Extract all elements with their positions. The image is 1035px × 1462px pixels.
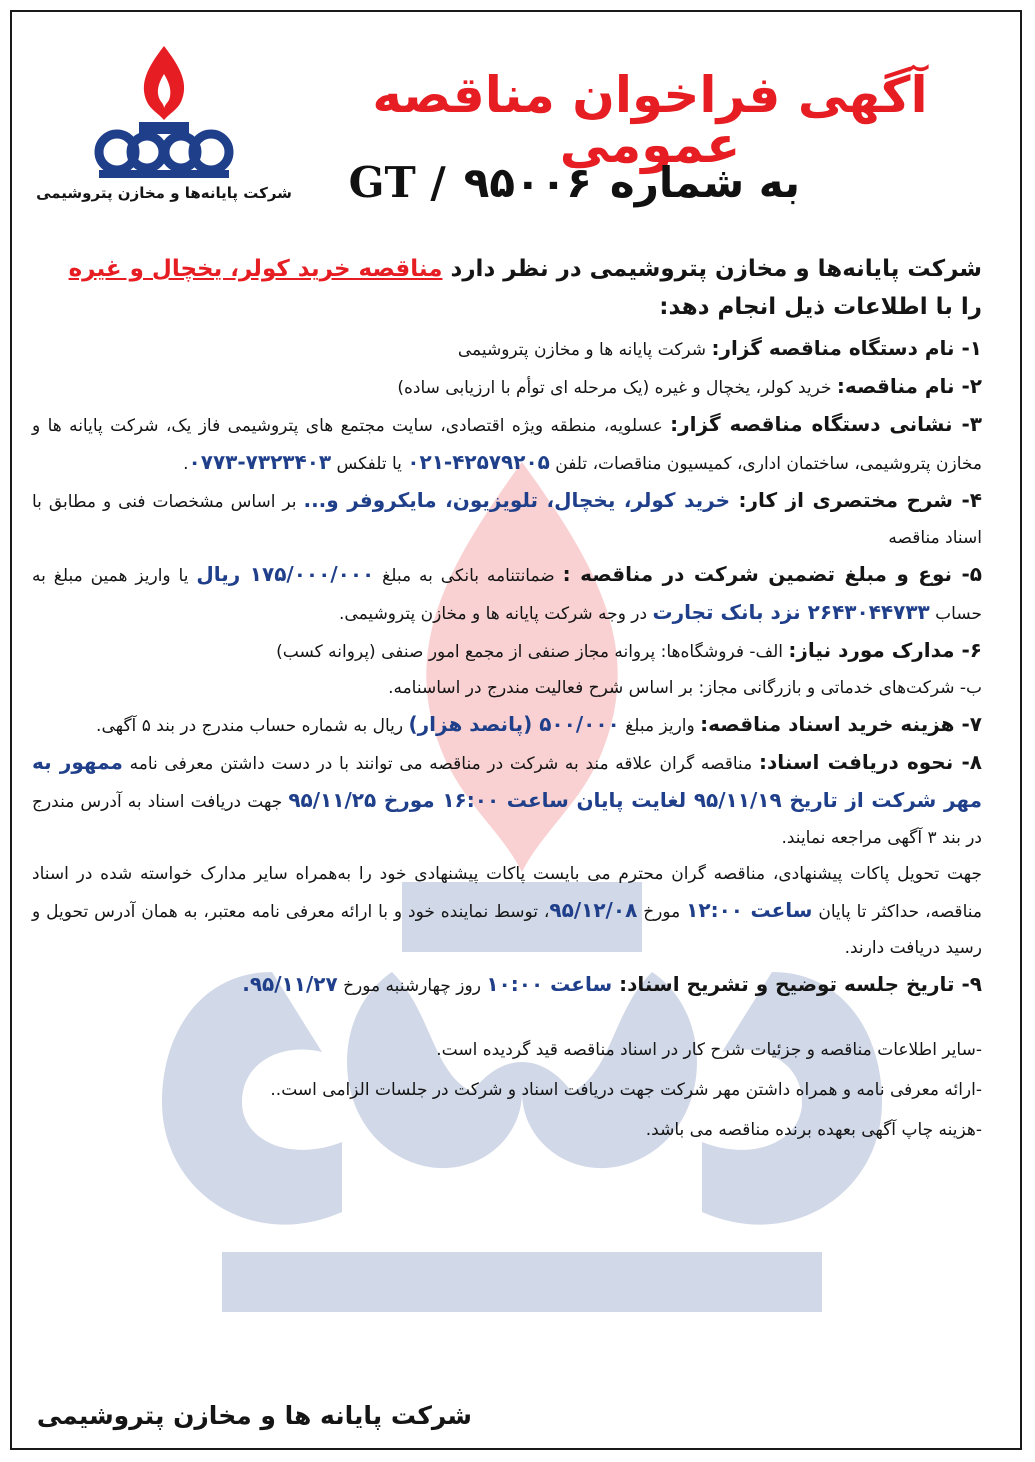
item-3-text: عسلویه، منطقه ویژه اقتصادی، سایت مجتمع های پتروشیمی فاز یک، شرکت پایانه ها و مخازن پتروشیمی، ساختمان اداری، کمیسیون مناقصات، تلفن — [32, 416, 982, 474]
tender-number-suffix: GT / — [348, 158, 446, 207]
item-5-label: ۵- نوع و مبلغ تضمین شرکت در مناقصه : — [562, 562, 983, 586]
company-logo — [34, 40, 294, 202]
tender-number-digits: ۹۵۰۰۶ — [463, 158, 592, 207]
bank-account: ۲۶۴۳۰۴۴۷۳۳ نزد بانک تجارت — [652, 600, 930, 624]
item-7-label: ۷- هزینه خرید اسناد مناقصه: — [700, 712, 982, 736]
delivery-date: ۹۵/۱۲/۰۸ — [549, 898, 638, 922]
phone-number: ۰۲۱-۴۲۵۷۹۲۰۵ — [407, 450, 550, 474]
item-9-text: روز چهارشنبه مورخ — [337, 976, 487, 996]
item-9-label: ۹- تاریخ جلسه توضیح و تشریح اسناد: — [619, 972, 982, 996]
item-4-text: بر اساس مشخصات فنی و مطابق با اسناد مناقصه — [32, 492, 982, 548]
page-title: آگهی فراخوان مناقصه عمومی — [372, 66, 928, 174]
item-9 — [32, 966, 982, 1004]
item-5-text: ضمانتنامه بانکی به مبلغ — [374, 566, 563, 586]
item-3-mid: یا تلفکس — [331, 454, 408, 474]
item-2-label: ۲- نام مناقصه: — [836, 374, 982, 398]
item-4-highlight: خرید کولر، یخچال، تلویزیون، مایکروفر و... — [303, 488, 739, 512]
item-8-end: جهت دریافت اسناد به آدرس مندرج در بند ۳ آگهی مراجعه نمایند. — [32, 792, 982, 848]
item-8-text: مناقصه گران علاقه مند به شرکت در مناقصه می توانند با در دست داشتن معرفی نامه — [122, 754, 759, 774]
item-7-text: واریز مبلغ — [619, 716, 701, 736]
document-fee: ۵۰۰/۰۰۰ (پانصد هزار) — [408, 712, 620, 736]
fax-number: ۰۷۷۳-۷۳۲۳۴۰۳ — [188, 450, 332, 474]
item-5-mid: یا واریز همین مبلغ به حساب — [32, 566, 982, 624]
tender-notice — [10, 10, 1022, 1450]
intro-highlight: مناقصه خرید کولر، یخچال و غیره — [68, 256, 443, 282]
intro-paragraph — [32, 250, 982, 326]
item-1-text: شرکت پایانه ها و مخازن پتروشیمی — [457, 340, 712, 360]
item-6-text: الف- فروشگاه‌ها: پروانه مجاز صنفی از مجمع امور صنفی (پروانه کسب) — [276, 642, 789, 662]
meeting-time: ساعت ۱۰:۰۰ — [486, 972, 620, 996]
item-6 — [32, 632, 982, 706]
item-6-line2: ب- شرکت‌های خدماتی و بازرگانی مجاز: بر اساس شرح فعالیت مندرج در اساسنامه. — [388, 678, 982, 698]
item-7-end: ریال به شماره حساب مندرج در بند ۵ آگهی. — [96, 716, 409, 736]
item-1 — [32, 330, 982, 368]
item-8 — [32, 744, 982, 856]
signature: شرکت پایانه ها و مخازن پتروشیمی — [36, 1401, 472, 1430]
item-3-end: . — [183, 454, 189, 474]
item-2-text: خرید کولر، یخچال و غیره (یک مرحله ای توأم با ارزیابی ساده) — [397, 378, 837, 398]
item-6-label: ۶- مدارک مورد نیاز: — [788, 638, 982, 662]
intro-text-end: را با اطلاعات ذیل انجام دهد: — [659, 294, 982, 320]
delivery-end: ، توسط نماینده خود و با ارائه معرفی نامه معتبر، به همان آدرس تحویل و رسید دریافت دارند. — [32, 902, 982, 958]
item-3-label: ۳- نشانی دستگاه مناقصه گزار: — [670, 412, 982, 436]
item-3 — [32, 406, 982, 482]
logo-caption: شرکت پایانه‌ها و مخازن پتروشیمی — [36, 184, 292, 202]
intro-text: شرکت پایانه‌ها و مخازن پتروشیمی در نظر دارد — [450, 256, 982, 282]
item-7 — [32, 706, 982, 744]
item-5 — [32, 556, 982, 632]
item-8-delivery — [32, 856, 982, 966]
item-2 — [32, 368, 982, 406]
note-item: -ارائه معرفی نامه و همراه داشتن مهر شرکت جهت دریافت اسناد و شرکت در جلسات الزامی است.. — [270, 1080, 982, 1100]
delivery-time: ساعت ۱۲:۰۰ — [686, 898, 813, 922]
item-8-label: ۸- نحوه دریافت اسناد: — [758, 750, 982, 774]
delivery-text: جهت تحویل پاکات پیشنهادی، مناقصه گران محترم می بایست پاکات پیشنهادی خود را به‌همراه سایر مدارک خواسته شده در اسناد مناقصه، حداکثر تا پایان — [32, 864, 982, 922]
note-item: -هزینه چاپ آگهی بعهده برنده مناقصه می باشد. — [645, 1120, 982, 1140]
delivery-mid: مورخ — [637, 902, 687, 922]
item-1-label: ۱- نام دستگاه مناقصه گزار: — [711, 336, 982, 360]
item-5-end: در وجه شرکت پایانه ها و مخازن پتروشیمی. — [339, 604, 653, 624]
note-item: -سایر اطلاعات مناقصه و جزئیات شرح کار در اسناد مناقصه قید گردیده است. — [436, 1040, 982, 1060]
notes-list — [32, 1030, 982, 1150]
guarantee-amount: ۱۷۵/۰۰۰/۰۰۰ ریال — [196, 562, 375, 586]
meeting-date: ۹۵/۱۱/۲۷. — [242, 972, 338, 996]
flame-logo-icon — [89, 40, 239, 180]
notice-body — [32, 250, 982, 1150]
item-8-highlight: ممهور به مهر شرکت از تاریخ ۹۵/۱۱/۱۹ لغایت پایان ساعت ۱۶:۰۰ مورخ ۹۵/۱۱/۲۵ — [32, 750, 983, 812]
item-4-label: ۴- شرح مختصری از کار: — [738, 488, 982, 512]
item-4 — [32, 482, 982, 556]
tender-number-label: به شماره — [609, 158, 800, 207]
tender-number — [331, 158, 800, 207]
